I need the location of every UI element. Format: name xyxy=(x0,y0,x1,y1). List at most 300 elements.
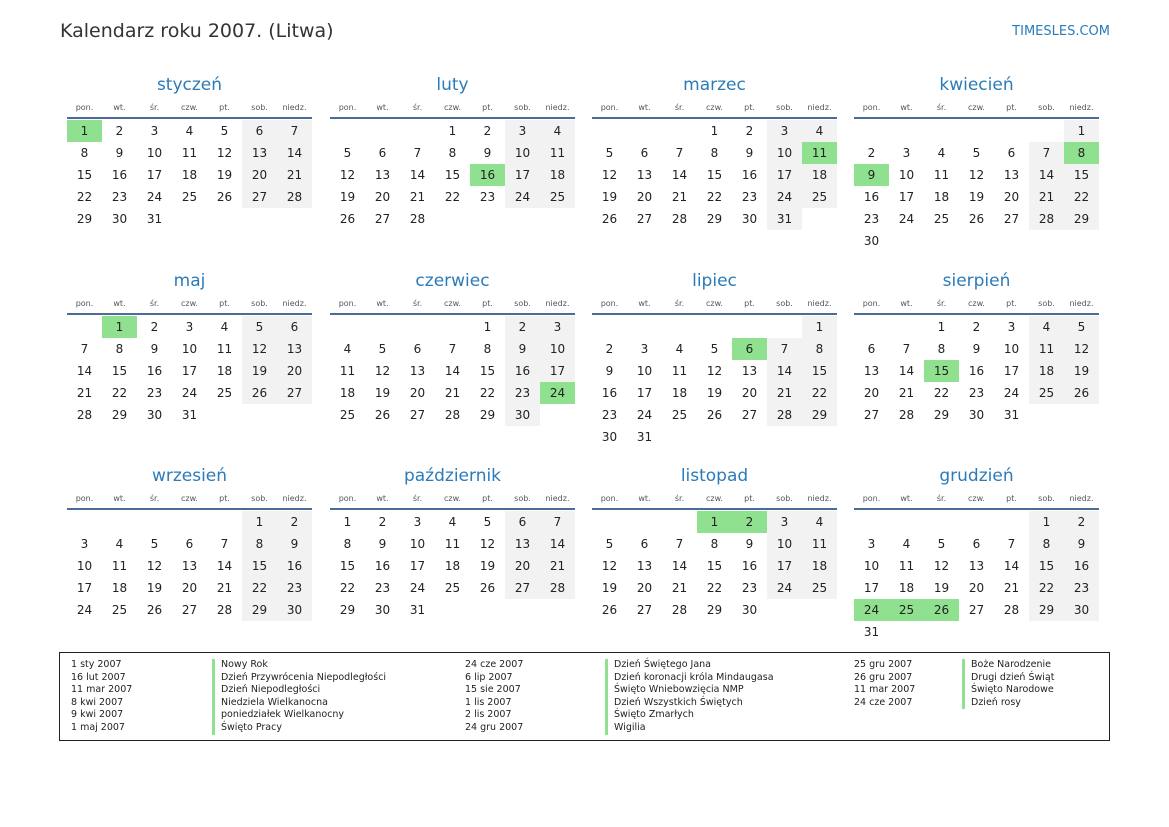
day-cell: 20 xyxy=(636,581,653,595)
week-row xyxy=(330,338,575,360)
weekday-label: sob. xyxy=(1038,494,1055,503)
month-name: wrzesień xyxy=(151,466,228,486)
weekday-label: czw. xyxy=(444,299,461,308)
day-cell: 21 xyxy=(277,164,312,186)
month-name: sierpień xyxy=(942,271,1011,291)
day-cell: 25 xyxy=(1029,382,1064,404)
empty-cell xyxy=(505,208,540,230)
day-cell: 28 xyxy=(898,408,915,422)
day-cell: 24 xyxy=(898,212,915,226)
holiday-name: Nowy Rok xyxy=(212,659,386,672)
weekday-label: pon. xyxy=(75,299,94,308)
month-calendar xyxy=(330,268,575,426)
day-cell: 16 xyxy=(505,360,540,382)
day-cell: 4 xyxy=(115,537,124,551)
day-cell: 31 xyxy=(863,625,880,639)
day-cell: 6 xyxy=(277,316,312,338)
day-cell: 9 xyxy=(483,146,492,160)
weekday-label: czw. xyxy=(444,103,461,112)
day-cell: 30 xyxy=(863,234,880,248)
weekday-header xyxy=(592,98,837,119)
site-link[interactable]: TIMESLES.COM xyxy=(1012,24,1110,39)
day-cell: 4 xyxy=(937,146,946,160)
day-cell: 23 xyxy=(741,581,758,595)
day-cell: 26 xyxy=(601,603,618,617)
empty-cell xyxy=(172,208,207,230)
holiday-date: 1 lis 2007 xyxy=(465,696,512,708)
day-cell: 22 xyxy=(1029,577,1064,599)
day-cell: 16 xyxy=(146,364,163,378)
day-cell: 25 xyxy=(671,408,688,422)
day-cell: 13 xyxy=(968,559,985,573)
day-cell: 27 xyxy=(741,408,758,422)
day-cell: 5 xyxy=(1064,316,1099,338)
empty-cell xyxy=(802,426,837,448)
day-cell: 1 xyxy=(1064,120,1099,142)
weekday-label: niedz. xyxy=(1069,494,1094,503)
day-cell: 24 xyxy=(409,581,426,595)
weekday-label: pt. xyxy=(482,299,493,308)
weekday-label: śr. xyxy=(412,494,423,503)
day-cell: 1 xyxy=(1029,511,1064,533)
day-cell: 26 xyxy=(968,212,985,226)
day-cell: 11 xyxy=(339,364,356,378)
empty-cell xyxy=(662,511,697,533)
day-cell: 3 xyxy=(150,124,159,138)
month-name: marzec xyxy=(683,75,746,95)
day-cell: 25 xyxy=(802,186,837,208)
day-cell: 5 xyxy=(605,146,614,160)
empty-cell xyxy=(505,599,540,621)
week-row xyxy=(330,120,575,142)
week-row xyxy=(854,120,1099,142)
day-cell: 28 xyxy=(409,212,426,226)
day-cell: 21 xyxy=(409,190,426,204)
week-row xyxy=(854,404,1099,426)
day-cell: 14 xyxy=(409,168,426,182)
day-cell: 20 xyxy=(242,164,277,186)
day-cell: 27 xyxy=(277,382,312,404)
day-cell: 7 xyxy=(448,342,457,356)
day-cell: 6 xyxy=(867,342,876,356)
weekday-label: pt. xyxy=(1006,299,1017,308)
day-cell: 18 xyxy=(802,164,837,186)
holiday-name: Święto Wniebowzięcia NMP xyxy=(605,684,774,697)
day-cell: 1 xyxy=(483,320,492,334)
weekday-label: sob. xyxy=(514,103,531,112)
day-cell: 25 xyxy=(540,186,575,208)
day-cell: 24 xyxy=(540,382,575,404)
week-row xyxy=(67,404,312,426)
day-cell: 2 xyxy=(605,342,614,356)
day-cell: 1 xyxy=(697,511,732,533)
week-row xyxy=(592,360,837,382)
month-name: październik xyxy=(403,466,502,486)
week-row xyxy=(67,360,312,382)
day-cell: 3 xyxy=(767,511,802,533)
day-cell: 22 xyxy=(802,382,837,404)
month-calendar xyxy=(854,72,1099,252)
weekday-header xyxy=(854,98,1099,119)
month-calendar xyxy=(854,268,1099,426)
empty-cell xyxy=(627,511,662,533)
day-cell: 29 xyxy=(1064,208,1099,230)
day-cell: 7 xyxy=(675,537,684,551)
day-cell: 10 xyxy=(540,338,575,360)
day-cell: 19 xyxy=(1064,360,1099,382)
day-cell: 9 xyxy=(1064,533,1099,555)
holiday-date: 1 sty 2007 xyxy=(71,659,122,670)
day-cell: 15 xyxy=(111,364,128,378)
empty-cell xyxy=(767,316,802,338)
day-cell: 17 xyxy=(540,360,575,382)
day-cell: 30 xyxy=(505,404,540,426)
empty-cell xyxy=(1029,230,1064,252)
day-cell: 15 xyxy=(706,559,723,573)
day-cell: 7 xyxy=(413,146,422,160)
weekday-label: śr. xyxy=(149,494,160,503)
holiday-date: 11 mar 2007 xyxy=(71,684,133,696)
weekday-label: czw. xyxy=(706,103,723,112)
weekday-label: śr. xyxy=(936,299,947,308)
day-cell: 14 xyxy=(1029,164,1064,186)
day-cell: 17 xyxy=(76,581,93,595)
week-row xyxy=(330,555,575,577)
day-cell: 13 xyxy=(374,168,391,182)
day-cell: 26 xyxy=(479,581,496,595)
day-cell: 10 xyxy=(767,142,802,164)
day-cell: 15 xyxy=(802,360,837,382)
day-cell: 27 xyxy=(968,603,985,617)
day-cell: 2 xyxy=(867,146,876,160)
empty-cell xyxy=(662,120,697,142)
empty-cell xyxy=(207,511,242,533)
week-row xyxy=(67,208,312,230)
month-name: kwiecień xyxy=(939,75,1014,95)
day-cell: 8 xyxy=(242,533,277,555)
day-cell: 26 xyxy=(601,212,618,226)
weekday-label: niedz. xyxy=(545,103,570,112)
week-row xyxy=(67,577,312,599)
day-cell: 22 xyxy=(339,581,356,595)
day-cell: 27 xyxy=(181,603,198,617)
day-cell: 7 xyxy=(277,120,312,142)
weekday-label: śr. xyxy=(674,494,685,503)
day-cell: 21 xyxy=(216,581,233,595)
weekday-label: pt. xyxy=(744,103,755,112)
weekday-label: niedz. xyxy=(282,494,307,503)
day-cell: 19 xyxy=(601,581,618,595)
day-cell: 6 xyxy=(1007,146,1016,160)
day-cell: 9 xyxy=(745,146,754,160)
holiday-name: Niedziela Wielkanocna xyxy=(212,697,386,710)
weekday-label: niedz. xyxy=(545,299,570,308)
weekday-label: śr. xyxy=(674,103,685,112)
week-row xyxy=(67,555,312,577)
day-cell: 8 xyxy=(483,342,492,356)
weekday-header xyxy=(67,98,312,119)
week-row xyxy=(67,382,312,404)
day-cell: 27 xyxy=(636,212,653,226)
day-cell: 18 xyxy=(444,559,461,573)
day-cell: 24 xyxy=(767,577,802,599)
day-cell: 18 xyxy=(540,164,575,186)
day-cell: 22 xyxy=(444,190,461,204)
day-cell: 18 xyxy=(802,555,837,577)
day-cell: 8 xyxy=(1064,142,1099,164)
weekday-label: wt. xyxy=(638,103,651,112)
week-row xyxy=(67,164,312,186)
day-cell: 6 xyxy=(640,146,649,160)
empty-cell xyxy=(540,599,575,621)
empty-cell xyxy=(67,511,102,533)
weekday-label: niedz. xyxy=(1069,299,1094,308)
day-cell: 19 xyxy=(216,168,233,182)
week-row xyxy=(854,360,1099,382)
day-cell: 28 xyxy=(1003,603,1020,617)
day-cell: 17 xyxy=(181,364,198,378)
day-cell: 4 xyxy=(448,515,457,529)
day-cell: 27 xyxy=(505,577,540,599)
day-cell: 29 xyxy=(242,599,277,621)
day-cell: 24 xyxy=(636,408,653,422)
weekday-label: pon. xyxy=(600,103,619,112)
day-cell: 13 xyxy=(636,559,653,573)
weekday-label: pon. xyxy=(75,494,94,503)
day-cell: 30 xyxy=(111,212,128,226)
page-title: Kalendarz roku 2007. (Litwa) xyxy=(60,20,334,42)
weekday-label: pon. xyxy=(600,299,619,308)
day-cell: 17 xyxy=(409,559,426,573)
day-cell: 6 xyxy=(378,146,387,160)
weekday-label: czw. xyxy=(968,299,985,308)
weekday-label: sob. xyxy=(251,494,268,503)
week-row xyxy=(330,511,575,533)
holiday-name: Wigilia xyxy=(605,722,774,735)
holiday-date: 8 kwi 2007 xyxy=(71,696,124,708)
weekday-label: śr. xyxy=(149,103,160,112)
day-cell: 2 xyxy=(277,511,312,533)
weekday-label: pon. xyxy=(862,494,881,503)
day-cell: 10 xyxy=(1003,342,1020,356)
day-cell: 2 xyxy=(505,316,540,338)
week-row xyxy=(67,316,312,338)
day-cell: 30 xyxy=(741,603,758,617)
empty-cell xyxy=(1029,404,1064,426)
day-cell: 17 xyxy=(1003,364,1020,378)
week-row xyxy=(330,186,575,208)
day-cell: 11 xyxy=(216,342,233,356)
day-cell: 28 xyxy=(671,603,688,617)
day-cell: 13 xyxy=(636,168,653,182)
weekday-label: wt. xyxy=(900,494,913,503)
day-cell: 5 xyxy=(937,537,946,551)
holiday-name: poniedziałek Wielkanocny xyxy=(212,709,386,722)
day-cell: 24 xyxy=(76,603,93,617)
day-cell: 26 xyxy=(706,408,723,422)
weekday-label: śr. xyxy=(149,299,160,308)
week-row xyxy=(67,120,312,142)
day-cell: 9 xyxy=(854,164,889,186)
day-cell: 3 xyxy=(413,515,422,529)
empty-cell xyxy=(540,404,575,426)
weekday-label: czw. xyxy=(968,494,985,503)
day-cell: 12 xyxy=(968,168,985,182)
day-cell: 20 xyxy=(409,386,426,400)
day-cell: 5 xyxy=(150,537,159,551)
day-cell: 23 xyxy=(863,212,880,226)
month-calendar xyxy=(592,268,837,448)
week-row xyxy=(854,382,1099,404)
day-cell: 16 xyxy=(968,364,985,378)
holiday-name: Dzień Świętego Jana xyxy=(605,659,774,672)
day-cell: 19 xyxy=(339,190,356,204)
month-name: luty xyxy=(436,75,469,95)
day-cell: 11 xyxy=(540,142,575,164)
empty-cell xyxy=(330,120,365,142)
day-cell: 8 xyxy=(1029,533,1064,555)
week-row xyxy=(330,404,575,426)
day-cell: 2 xyxy=(745,124,754,138)
empty-cell xyxy=(242,208,277,230)
weekday-label: sob. xyxy=(251,103,268,112)
day-cell: 25 xyxy=(889,599,924,621)
week-row xyxy=(67,142,312,164)
day-cell: 12 xyxy=(706,364,723,378)
week-row xyxy=(592,208,837,230)
day-cell: 5 xyxy=(483,515,492,529)
day-cell: 31 xyxy=(636,430,653,444)
day-cell: 16 xyxy=(277,555,312,577)
day-cell: 1 xyxy=(102,316,137,338)
day-cell: 7 xyxy=(1029,142,1064,164)
day-cell: 23 xyxy=(1064,577,1099,599)
holiday-date: 26 gru 2007 xyxy=(854,671,913,683)
day-cell: 5 xyxy=(605,537,614,551)
day-cell: 8 xyxy=(710,146,719,160)
day-cell: 23 xyxy=(146,386,163,400)
day-cell: 27 xyxy=(242,186,277,208)
empty-cell xyxy=(732,316,767,338)
holiday-dates-col-3 xyxy=(854,659,915,709)
month-name: lipiec xyxy=(692,271,737,291)
empty-cell xyxy=(802,208,837,230)
month-name: czerwiec xyxy=(415,271,490,291)
day-cell: 2 xyxy=(378,515,387,529)
day-cell: 12 xyxy=(479,537,496,551)
day-cell: 22 xyxy=(706,190,723,204)
day-cell: 7 xyxy=(767,338,802,360)
day-cell: 28 xyxy=(76,408,93,422)
day-cell: 22 xyxy=(479,386,496,400)
day-cell: 6 xyxy=(185,537,194,551)
day-cell: 9 xyxy=(972,342,981,356)
weekday-label: czw. xyxy=(181,103,198,112)
day-cell: 15 xyxy=(1029,555,1064,577)
week-row xyxy=(330,164,575,186)
empty-cell xyxy=(994,511,1029,533)
holiday-date: 25 gru 2007 xyxy=(854,659,913,670)
empty-cell xyxy=(767,426,802,448)
day-cell: 22 xyxy=(706,581,723,595)
day-cell: 17 xyxy=(767,164,802,186)
day-cell: 7 xyxy=(675,146,684,160)
day-cell: 16 xyxy=(863,190,880,204)
empty-cell xyxy=(242,404,277,426)
day-cell: 13 xyxy=(277,338,312,360)
day-cell: 27 xyxy=(1003,212,1020,226)
weekday-label: pon. xyxy=(338,494,357,503)
day-cell: 18 xyxy=(216,364,233,378)
weekday-label: niedz. xyxy=(282,103,307,112)
day-cell: 12 xyxy=(339,168,356,182)
day-cell: 19 xyxy=(374,386,391,400)
weekday-label: czw. xyxy=(706,299,723,308)
day-cell: 23 xyxy=(111,190,128,204)
month-calendar xyxy=(67,463,312,621)
empty-cell xyxy=(959,230,994,252)
day-cell: 22 xyxy=(1064,186,1099,208)
week-row xyxy=(854,599,1099,621)
day-cell: 3 xyxy=(185,320,194,334)
weekday-label: wt. xyxy=(376,103,389,112)
weekday-label: sob. xyxy=(514,299,531,308)
day-cell: 2 xyxy=(483,124,492,138)
day-cell: 29 xyxy=(1029,599,1064,621)
day-cell: 19 xyxy=(146,581,163,595)
week-row xyxy=(330,577,575,599)
day-cell: 14 xyxy=(671,168,688,182)
day-cell: 4 xyxy=(343,342,352,356)
day-cell: 19 xyxy=(968,190,985,204)
day-cell: 5 xyxy=(242,316,277,338)
weekday-label: niedz. xyxy=(807,299,832,308)
day-cell: 22 xyxy=(111,386,128,400)
day-cell: 24 xyxy=(181,386,198,400)
day-cell: 17 xyxy=(863,581,880,595)
week-row xyxy=(854,338,1099,360)
holiday-dates-col-2 xyxy=(465,659,523,735)
holiday-date: 24 cze 2007 xyxy=(854,696,913,708)
day-cell: 4 xyxy=(802,511,837,533)
week-row xyxy=(67,511,312,533)
day-cell: 16 xyxy=(111,168,128,182)
empty-cell xyxy=(102,511,137,533)
day-cell: 4 xyxy=(802,120,837,142)
day-cell: 12 xyxy=(374,364,391,378)
day-cell: 29 xyxy=(76,212,93,226)
day-cell: 26 xyxy=(1064,382,1099,404)
weekday-label: wt. xyxy=(113,494,126,503)
day-cell: 14 xyxy=(1003,559,1020,573)
day-cell: 17 xyxy=(767,555,802,577)
empty-cell xyxy=(627,120,662,142)
holiday-date: 24 cze 2007 xyxy=(465,659,524,670)
empty-cell xyxy=(627,316,662,338)
day-cell: 1 xyxy=(937,320,946,334)
day-cell: 22 xyxy=(242,577,277,599)
day-cell: 15 xyxy=(444,168,461,182)
weekday-header xyxy=(592,294,837,315)
week-row xyxy=(592,142,837,164)
day-cell: 30 xyxy=(741,212,758,226)
day-cell: 26 xyxy=(339,212,356,226)
empty-cell xyxy=(470,599,505,621)
day-cell: 21 xyxy=(898,386,915,400)
day-cell: 27 xyxy=(374,212,391,226)
day-cell: 18 xyxy=(933,190,950,204)
day-cell: 21 xyxy=(1003,581,1020,595)
